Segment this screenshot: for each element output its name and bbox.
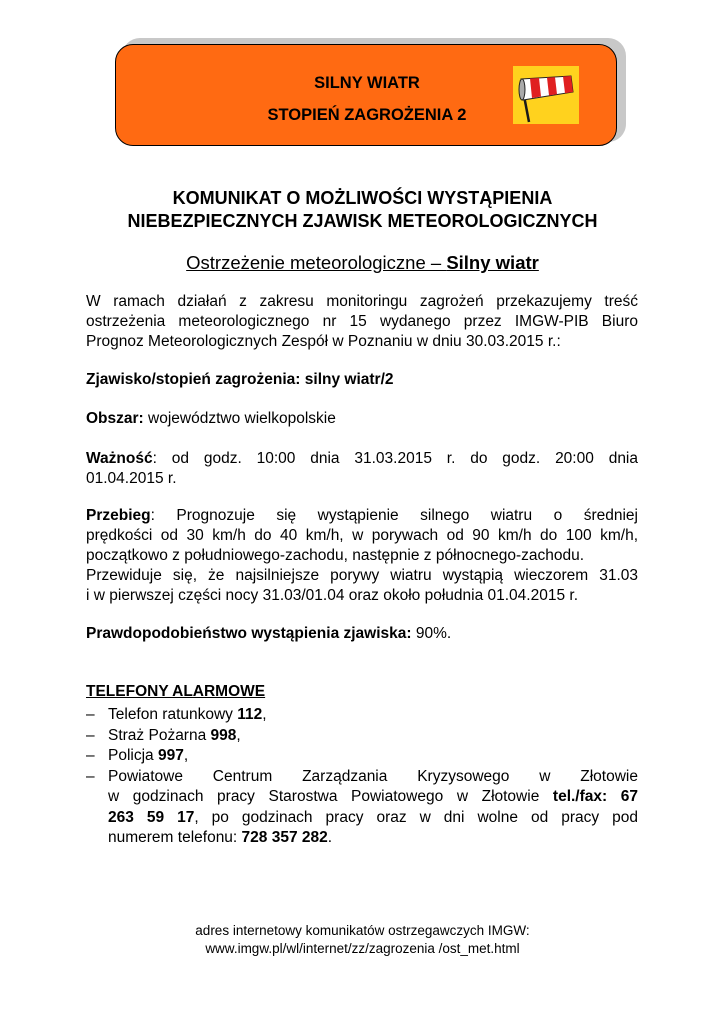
alarm-phones-title: TELEFONY ALARMOWE [86,683,266,700]
area-value: województwo wielkopolskie [143,410,336,427]
item-suffix: , [262,706,267,723]
alarm-phones-list [86,705,638,849]
course-line: i w pierwszej części nocy 31.03/01.04 oraz około południa 01.04.2015 r. [86,587,578,604]
subtitle-strong: Silny wiatr [446,252,539,273]
item-number: 997 [157,747,184,764]
area-label: Obszar: [86,410,144,427]
footer-url: www.imgw.pl/wl/internet/zz/zagrozenia /ost_met.html [205,941,520,956]
intro-line: Prognoz Meteorologicznych Zespół w Poznaniu w dniu 30.03.2015 r.: [86,333,561,350]
list-item [86,726,638,747]
course-paragraph [86,506,638,606]
crisis-suffix: . [327,829,333,846]
crisis-line-2: w godzinach pracy Starostwa Powiatowego w Złotowie [108,788,553,805]
crisis-line-4: numerem telefonu: [108,829,242,846]
course-line: Przewiduje się, że najsilniejsze porywy wiatru wystąpią wieczorem 31.03 [86,567,638,584]
probability-label: Prawdopodobieństwo wystąpienia zjawiska: [86,625,412,642]
item-text: Straż Pożarna [108,726,211,744]
item-text: Telefon ratunkowy [108,706,238,723]
title-line-2: NIEBEZPIECZNYCH ZJAWISK METEOROLOGICZNYCH [127,211,598,231]
dash-bullet: – [86,726,95,744]
item-number: 112 [237,706,263,723]
dash-bullet: – [86,747,95,764]
windsock-icon [513,66,579,124]
course-label: Przebieg [86,507,151,524]
crisis-phone-1: tel./fax: 67 [552,788,638,805]
list-item [86,746,638,767]
course-line: początkowo z południowego-zachodu, następnie z północnego-zachodu. [86,547,585,564]
item-text: Policja [108,747,158,764]
intro-line: ostrzeżenia meteorologicznego nr 15 wydanego przez IMGW-PIB Biuro [86,313,638,330]
list-item [86,705,638,726]
item-suffix: , [236,726,241,744]
subtitle [0,252,725,274]
intro-paragraph [86,292,638,352]
dash-bullet: – [86,767,95,785]
warning-banner [115,44,617,146]
phenomenon-label: Zjawisko/stopień zagrożenia: silny wiatr/2 [86,371,394,388]
crisis-line-1: Powiatowe Centrum Zarządzania Kryzysowego w Złotowie [108,767,638,785]
validity-label: Ważność [86,450,153,467]
validity-paragraph [86,449,638,489]
list-item [86,767,638,849]
title-line-1: KOMUNIKAT O MOŻLIWOŚCI WYSTĄPIENIA [172,188,553,208]
dash-bullet: – [86,706,95,723]
probability-value: 90%. [411,625,452,642]
intro-line: W ramach działań z zakresu monitoringu zagrożeń przekazujemy treść [86,293,638,310]
area-paragraph [86,409,638,429]
item-suffix: , [183,747,189,764]
footer-label: adres internetowy komunikatów ostrzegawczych IMGW: [195,923,530,938]
course-line: prędkości od 30 km/h do 40 km/h, w porywach od 90 km/h do 100 km/h, [86,527,638,544]
validity-line-1: : od godz. 10:00 dnia 31.03.2015 r. do godz. 20:00 dnia [152,450,638,467]
phenomenon-paragraph [86,370,638,390]
validity-line-2: 01.04.2015 r. [86,470,177,487]
banner-level: STOPIEŃ ZAGROŻENIA 2 [267,106,467,124]
banner-hazard: SILNY WIATR [314,74,420,92]
crisis-phone-3: 728 357 282 [241,829,328,846]
course-line-1: : Prognozuje się wystąpienie silnego wiatru o średniej [150,507,638,524]
probability-paragraph [86,624,638,644]
crisis-line-3: , po godzinach pracy oraz w dni wolne od pracy pod [194,808,638,826]
crisis-phone-2: 263 59 17 [108,808,195,826]
item-number: 998 [210,726,237,744]
subtitle-prefix: Ostrzeżenie meteorologiczne – [186,252,447,273]
